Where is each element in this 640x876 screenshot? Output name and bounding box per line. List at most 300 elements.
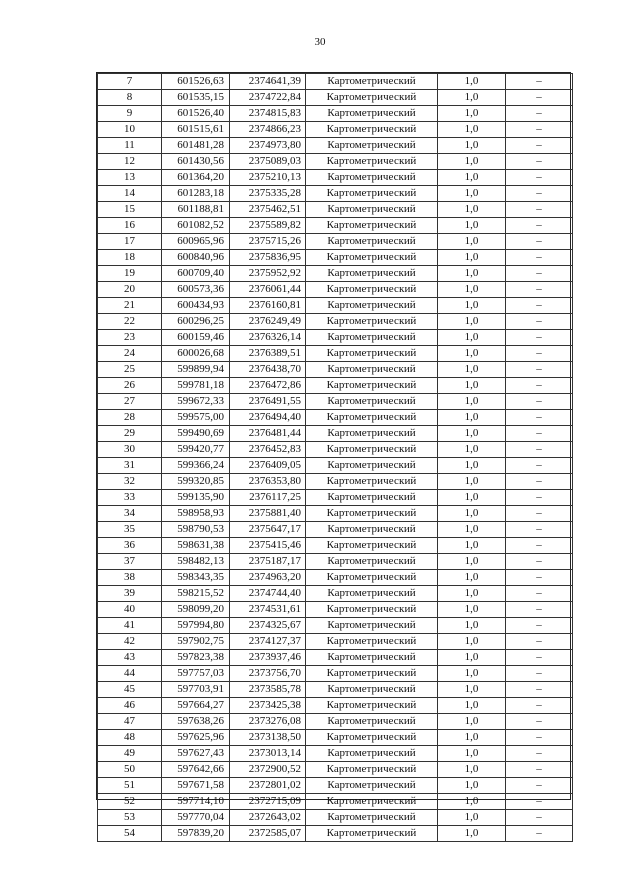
accuracy-cell: 1,0 <box>438 458 506 474</box>
description-cell: – <box>506 378 573 394</box>
table-row <box>98 282 573 298</box>
description-cell: – <box>506 810 573 826</box>
method-cell: Картометрический <box>306 442 438 458</box>
description-cell: – <box>506 138 573 154</box>
accuracy-cell: 1,0 <box>438 474 506 490</box>
x-coordinate-cell: 598482,13 <box>162 554 230 570</box>
method-cell: Картометрический <box>306 266 438 282</box>
description-cell: – <box>506 250 573 266</box>
description-cell: – <box>506 682 573 698</box>
y-coordinate-cell: 2372715,09 <box>230 794 306 810</box>
description-cell: – <box>506 586 573 602</box>
table-row <box>98 266 573 282</box>
x-coordinate-cell: 601526,40 <box>162 106 230 122</box>
accuracy-cell: 1,0 <box>438 106 506 122</box>
accuracy-cell: 1,0 <box>438 90 506 106</box>
x-coordinate-cell: 597902,75 <box>162 634 230 650</box>
y-coordinate-cell: 2374973,80 <box>230 138 306 154</box>
method-cell: Картометрический <box>306 650 438 666</box>
accuracy-cell: 1,0 <box>438 138 506 154</box>
accuracy-cell: 1,0 <box>438 746 506 762</box>
method-cell: Картометрический <box>306 538 438 554</box>
description-cell: – <box>506 346 573 362</box>
x-coordinate-cell: 600026,68 <box>162 346 230 362</box>
point-number-cell: 54 <box>98 826 162 842</box>
method-cell: Картометрический <box>306 186 438 202</box>
accuracy-cell: 1,0 <box>438 554 506 570</box>
y-coordinate-cell: 2376472,86 <box>230 378 306 394</box>
table-row <box>98 826 573 842</box>
method-cell: Картометрический <box>306 74 438 90</box>
point-number-cell: 30 <box>98 442 162 458</box>
point-number-cell: 47 <box>98 714 162 730</box>
y-coordinate-cell: 2373756,70 <box>230 666 306 682</box>
x-coordinate-cell: 599575,00 <box>162 410 230 426</box>
y-coordinate-cell: 2375415,46 <box>230 538 306 554</box>
description-cell: – <box>506 170 573 186</box>
point-number-cell: 48 <box>98 730 162 746</box>
point-number-cell: 40 <box>98 602 162 618</box>
point-number-cell: 43 <box>98 650 162 666</box>
description-cell: – <box>506 314 573 330</box>
table-row <box>98 810 573 826</box>
x-coordinate-cell: 598790,53 <box>162 522 230 538</box>
point-number-cell: 36 <box>98 538 162 554</box>
description-cell: – <box>506 154 573 170</box>
y-coordinate-cell: 2376494,40 <box>230 410 306 426</box>
table-row <box>98 298 573 314</box>
method-cell: Картометрический <box>306 282 438 298</box>
point-number-cell: 25 <box>98 362 162 378</box>
accuracy-cell: 1,0 <box>438 522 506 538</box>
accuracy-cell: 1,0 <box>438 314 506 330</box>
method-cell: Картометрический <box>306 426 438 442</box>
x-coordinate-cell: 598343,35 <box>162 570 230 586</box>
description-cell: – <box>506 442 573 458</box>
accuracy-cell: 1,0 <box>438 298 506 314</box>
y-coordinate-cell: 2375335,28 <box>230 186 306 202</box>
table-row <box>98 362 573 378</box>
accuracy-cell: 1,0 <box>438 506 506 522</box>
table-row <box>98 122 573 138</box>
method-cell: Картометрический <box>306 746 438 762</box>
method-cell: Картометрический <box>306 458 438 474</box>
point-number-cell: 52 <box>98 794 162 810</box>
description-cell: – <box>506 730 573 746</box>
x-coordinate-cell: 600709,40 <box>162 266 230 282</box>
y-coordinate-cell: 2375836,95 <box>230 250 306 266</box>
table-row <box>98 458 573 474</box>
x-coordinate-cell: 598215,52 <box>162 586 230 602</box>
point-number-cell: 45 <box>98 682 162 698</box>
accuracy-cell: 1,0 <box>438 362 506 378</box>
x-coordinate-cell: 601526,63 <box>162 74 230 90</box>
y-coordinate-cell: 2376452,83 <box>230 442 306 458</box>
method-cell: Картометрический <box>306 202 438 218</box>
x-coordinate-cell: 597671,58 <box>162 778 230 794</box>
point-number-cell: 11 <box>98 138 162 154</box>
point-number-cell: 7 <box>98 74 162 90</box>
description-cell: – <box>506 794 573 810</box>
y-coordinate-cell: 2375881,40 <box>230 506 306 522</box>
table-row <box>98 218 573 234</box>
accuracy-cell: 1,0 <box>438 810 506 826</box>
accuracy-cell: 1,0 <box>438 650 506 666</box>
y-coordinate-cell: 2376117,25 <box>230 490 306 506</box>
x-coordinate-cell: 601283,18 <box>162 186 230 202</box>
point-number-cell: 12 <box>98 154 162 170</box>
x-coordinate-cell: 597638,26 <box>162 714 230 730</box>
y-coordinate-cell: 2374722,84 <box>230 90 306 106</box>
description-cell: – <box>506 330 573 346</box>
x-coordinate-cell: 601481,28 <box>162 138 230 154</box>
accuracy-cell: 1,0 <box>438 778 506 794</box>
method-cell: Картометрический <box>306 634 438 650</box>
method-cell: Картометрический <box>306 154 438 170</box>
accuracy-cell: 1,0 <box>438 714 506 730</box>
method-cell: Картометрический <box>306 570 438 586</box>
x-coordinate-cell: 597714,10 <box>162 794 230 810</box>
description-cell: – <box>506 234 573 250</box>
table-row <box>98 794 573 810</box>
accuracy-cell: 1,0 <box>438 202 506 218</box>
table-row <box>98 474 573 490</box>
description-cell: – <box>506 554 573 570</box>
x-coordinate-cell: 601188,81 <box>162 202 230 218</box>
point-number-cell: 44 <box>98 666 162 682</box>
x-coordinate-cell: 599366,24 <box>162 458 230 474</box>
y-coordinate-cell: 2373585,78 <box>230 682 306 698</box>
y-coordinate-cell: 2374866,23 <box>230 122 306 138</box>
x-coordinate-cell: 597994,80 <box>162 618 230 634</box>
x-coordinate-cell: 600573,36 <box>162 282 230 298</box>
table-row <box>98 490 573 506</box>
point-number-cell: 31 <box>98 458 162 474</box>
y-coordinate-cell: 2374325,67 <box>230 618 306 634</box>
point-number-cell: 37 <box>98 554 162 570</box>
x-coordinate-cell: 597770,04 <box>162 810 230 826</box>
table-row <box>98 666 573 682</box>
y-coordinate-cell: 2373937,46 <box>230 650 306 666</box>
table-row <box>98 330 573 346</box>
accuracy-cell: 1,0 <box>438 410 506 426</box>
y-coordinate-cell: 2374127,37 <box>230 634 306 650</box>
accuracy-cell: 1,0 <box>438 634 506 650</box>
point-number-cell: 35 <box>98 522 162 538</box>
point-number-cell: 13 <box>98 170 162 186</box>
y-coordinate-cell: 2372585,07 <box>230 826 306 842</box>
description-cell: – <box>506 426 573 442</box>
accuracy-cell: 1,0 <box>438 394 506 410</box>
point-number-cell: 20 <box>98 282 162 298</box>
point-number-cell: 24 <box>98 346 162 362</box>
y-coordinate-cell: 2374531,61 <box>230 602 306 618</box>
method-cell: Картометрический <box>306 234 438 250</box>
y-coordinate-cell: 2375647,17 <box>230 522 306 538</box>
description-cell: – <box>506 186 573 202</box>
x-coordinate-cell: 599135,90 <box>162 490 230 506</box>
x-coordinate-cell: 601430,56 <box>162 154 230 170</box>
accuracy-cell: 1,0 <box>438 618 506 634</box>
method-cell: Картометрический <box>306 474 438 490</box>
table-row <box>98 522 573 538</box>
point-number-cell: 23 <box>98 330 162 346</box>
description-cell: – <box>506 106 573 122</box>
description-cell: – <box>506 282 573 298</box>
accuracy-cell: 1,0 <box>438 154 506 170</box>
description-cell: – <box>506 74 573 90</box>
point-number-cell: 34 <box>98 506 162 522</box>
method-cell: Картометрический <box>306 586 438 602</box>
x-coordinate-cell: 597839,20 <box>162 826 230 842</box>
y-coordinate-cell: 2375952,92 <box>230 266 306 282</box>
table-row <box>98 618 573 634</box>
y-coordinate-cell: 2372643,02 <box>230 810 306 826</box>
table-row <box>98 250 573 266</box>
x-coordinate-cell: 597757,03 <box>162 666 230 682</box>
x-coordinate-cell: 600840,96 <box>162 250 230 266</box>
method-cell: Картометрический <box>306 90 438 106</box>
accuracy-cell: 1,0 <box>438 170 506 186</box>
y-coordinate-cell: 2373138,50 <box>230 730 306 746</box>
table-row <box>98 570 573 586</box>
y-coordinate-cell: 2376438,70 <box>230 362 306 378</box>
description-cell: – <box>506 826 573 842</box>
table-row <box>98 378 573 394</box>
description-cell: – <box>506 618 573 634</box>
point-number-cell: 8 <box>98 90 162 106</box>
method-cell: Картометрический <box>306 298 438 314</box>
method-cell: Картометрический <box>306 218 438 234</box>
description-cell: – <box>506 778 573 794</box>
x-coordinate-cell: 598099,20 <box>162 602 230 618</box>
method-cell: Картометрический <box>306 170 438 186</box>
method-cell: Картометрический <box>306 602 438 618</box>
coordinates-table-body <box>98 74 573 842</box>
method-cell: Картометрический <box>306 394 438 410</box>
point-number-cell: 10 <box>98 122 162 138</box>
table-row <box>98 442 573 458</box>
point-number-cell: 42 <box>98 634 162 650</box>
y-coordinate-cell: 2376389,51 <box>230 346 306 362</box>
method-cell: Картометрический <box>306 122 438 138</box>
point-number-cell: 9 <box>98 106 162 122</box>
y-coordinate-cell: 2375210,13 <box>230 170 306 186</box>
description-cell: – <box>506 266 573 282</box>
table-row <box>98 202 573 218</box>
x-coordinate-cell: 598958,93 <box>162 506 230 522</box>
table-row <box>98 538 573 554</box>
table-row <box>98 346 573 362</box>
x-coordinate-cell: 597664,27 <box>162 698 230 714</box>
method-cell: Картометрический <box>306 506 438 522</box>
description-cell: – <box>506 122 573 138</box>
table-row <box>98 586 573 602</box>
x-coordinate-cell: 597642,66 <box>162 762 230 778</box>
y-coordinate-cell: 2375089,03 <box>230 154 306 170</box>
x-coordinate-cell: 601364,20 <box>162 170 230 186</box>
y-coordinate-cell: 2376481,44 <box>230 426 306 442</box>
page-number: 30 <box>314 36 326 48</box>
description-cell: – <box>506 474 573 490</box>
accuracy-cell: 1,0 <box>438 570 506 586</box>
method-cell: Картометрический <box>306 138 438 154</box>
table-row <box>98 170 573 186</box>
x-coordinate-cell: 597627,43 <box>162 746 230 762</box>
x-coordinate-cell: 597823,38 <box>162 650 230 666</box>
description-cell: – <box>506 698 573 714</box>
point-number-cell: 33 <box>98 490 162 506</box>
table-row <box>98 74 573 90</box>
y-coordinate-cell: 2376491,55 <box>230 394 306 410</box>
point-number-cell: 29 <box>98 426 162 442</box>
point-number-cell: 16 <box>98 218 162 234</box>
table-row <box>98 138 573 154</box>
x-coordinate-cell: 601082,52 <box>162 218 230 234</box>
table-row <box>98 506 573 522</box>
y-coordinate-cell: 2376160,81 <box>230 298 306 314</box>
point-number-cell: 19 <box>98 266 162 282</box>
x-coordinate-cell: 600159,46 <box>162 330 230 346</box>
accuracy-cell: 1,0 <box>438 730 506 746</box>
table-row <box>98 602 573 618</box>
y-coordinate-cell: 2374963,20 <box>230 570 306 586</box>
accuracy-cell: 1,0 <box>438 186 506 202</box>
accuracy-cell: 1,0 <box>438 794 506 810</box>
method-cell: Картометрический <box>306 490 438 506</box>
y-coordinate-cell: 2376249,49 <box>230 314 306 330</box>
table-row <box>98 154 573 170</box>
method-cell: Картометрический <box>306 810 438 826</box>
method-cell: Картометрический <box>306 618 438 634</box>
y-coordinate-cell: 2373425,38 <box>230 698 306 714</box>
x-coordinate-cell: 601515,61 <box>162 122 230 138</box>
description-cell: – <box>506 490 573 506</box>
table-row <box>98 698 573 714</box>
y-coordinate-cell: 2376061,44 <box>230 282 306 298</box>
accuracy-cell: 1,0 <box>438 74 506 90</box>
description-cell: – <box>506 522 573 538</box>
description-cell: – <box>506 746 573 762</box>
description-cell: – <box>506 298 573 314</box>
description-cell: – <box>506 410 573 426</box>
accuracy-cell: 1,0 <box>438 490 506 506</box>
accuracy-cell: 1,0 <box>438 266 506 282</box>
point-number-cell: 51 <box>98 778 162 794</box>
accuracy-cell: 1,0 <box>438 682 506 698</box>
method-cell: Картометрический <box>306 330 438 346</box>
point-number-cell: 49 <box>98 746 162 762</box>
point-number-cell: 38 <box>98 570 162 586</box>
point-number-cell: 39 <box>98 586 162 602</box>
accuracy-cell: 1,0 <box>438 762 506 778</box>
method-cell: Картометрический <box>306 714 438 730</box>
table-row <box>98 650 573 666</box>
table-row <box>98 714 573 730</box>
point-number-cell: 26 <box>98 378 162 394</box>
table-row <box>98 394 573 410</box>
y-coordinate-cell: 2376353,80 <box>230 474 306 490</box>
description-cell: – <box>506 634 573 650</box>
table-row <box>98 778 573 794</box>
description-cell: – <box>506 602 573 618</box>
y-coordinate-cell: 2372801,02 <box>230 778 306 794</box>
table-row <box>98 90 573 106</box>
accuracy-cell: 1,0 <box>438 442 506 458</box>
accuracy-cell: 1,0 <box>438 122 506 138</box>
method-cell: Картометрический <box>306 314 438 330</box>
table-row <box>98 106 573 122</box>
point-number-cell: 15 <box>98 202 162 218</box>
accuracy-cell: 1,0 <box>438 218 506 234</box>
method-cell: Картометрический <box>306 682 438 698</box>
accuracy-cell: 1,0 <box>438 698 506 714</box>
point-number-cell: 27 <box>98 394 162 410</box>
table-row <box>98 426 573 442</box>
coordinates-table <box>97 73 573 842</box>
y-coordinate-cell: 2375715,26 <box>230 234 306 250</box>
point-number-cell: 14 <box>98 186 162 202</box>
table-row <box>98 410 573 426</box>
description-cell: – <box>506 714 573 730</box>
point-number-cell: 18 <box>98 250 162 266</box>
point-number-cell: 17 <box>98 234 162 250</box>
y-coordinate-cell: 2373013,14 <box>230 746 306 762</box>
accuracy-cell: 1,0 <box>438 330 506 346</box>
coordinates-table-container <box>96 72 571 839</box>
x-coordinate-cell: 599420,77 <box>162 442 230 458</box>
x-coordinate-cell: 599672,33 <box>162 394 230 410</box>
method-cell: Картометрический <box>306 762 438 778</box>
description-cell: – <box>506 762 573 778</box>
description-cell: – <box>506 218 573 234</box>
description-cell: – <box>506 458 573 474</box>
accuracy-cell: 1,0 <box>438 538 506 554</box>
x-coordinate-cell: 600965,96 <box>162 234 230 250</box>
description-cell: – <box>506 538 573 554</box>
x-coordinate-cell: 599320,85 <box>162 474 230 490</box>
x-coordinate-cell: 599490,69 <box>162 426 230 442</box>
x-coordinate-cell: 600296,25 <box>162 314 230 330</box>
description-cell: – <box>506 394 573 410</box>
method-cell: Картометрический <box>306 826 438 842</box>
x-coordinate-cell: 599899,94 <box>162 362 230 378</box>
point-number-cell: 46 <box>98 698 162 714</box>
method-cell: Картометрический <box>306 378 438 394</box>
table-row <box>98 186 573 202</box>
y-coordinate-cell: 2374744,40 <box>230 586 306 602</box>
method-cell: Картометрический <box>306 666 438 682</box>
description-cell: – <box>506 506 573 522</box>
point-number-cell: 22 <box>98 314 162 330</box>
table-row <box>98 682 573 698</box>
method-cell: Картометрический <box>306 410 438 426</box>
description-cell: – <box>506 570 573 586</box>
accuracy-cell: 1,0 <box>438 602 506 618</box>
point-number-cell: 41 <box>98 618 162 634</box>
x-coordinate-cell: 601535,15 <box>162 90 230 106</box>
description-cell: – <box>506 650 573 666</box>
x-coordinate-cell: 598631,38 <box>162 538 230 554</box>
table-row <box>98 634 573 650</box>
y-coordinate-cell: 2375589,82 <box>230 218 306 234</box>
table-row <box>98 234 573 250</box>
description-cell: – <box>506 90 573 106</box>
accuracy-cell: 1,0 <box>438 378 506 394</box>
y-coordinate-cell: 2373276,08 <box>230 714 306 730</box>
description-cell: – <box>506 202 573 218</box>
accuracy-cell: 1,0 <box>438 250 506 266</box>
